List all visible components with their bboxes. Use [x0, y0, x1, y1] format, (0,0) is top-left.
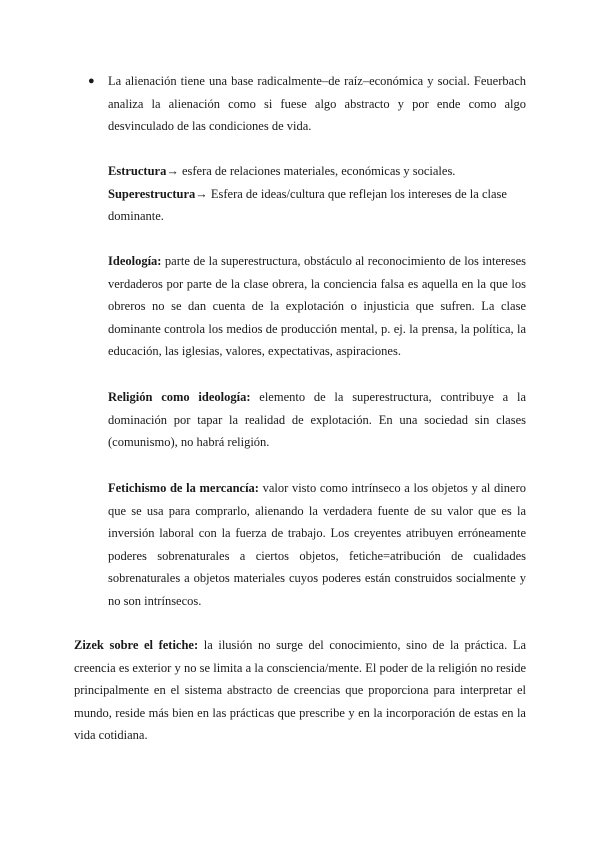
superestructura-text: Esfera de ideas/cultura que reflejan los intereses de la clase dominante.: [108, 186, 507, 224]
fetichismo-term: Fetichismo de la mercancía:: [108, 481, 259, 495]
estructura-section: [108, 160, 528, 228]
estructura-text: esfera de relaciones materiales, económicas y sociales.: [178, 164, 456, 178]
religion-text: elemento de la superestructura, contribuye a la dominación por tapar la realidad de explotación. En una sociedad sin clases (comunismo), no habrá religión.: [108, 390, 526, 450]
ideologia-paragraph: [108, 250, 526, 363]
zizek-text: la ilusión no surge del conocimiento, sino de la práctica. La creencia es exterior y no se limita a la consciencia/mente. El poder de la religión no reside principalmente en el sistema abstracto de creencias que proporciona para interpretar el mundo, reside más bien en las prácticas que prescribe y en la incorporación de estas en la vida cotidiana.: [74, 638, 527, 743]
ideologia-term: Ideología:: [108, 254, 162, 268]
ideologia-text: parte de la superestructura, obstáculo al reconocimiento de los intereses verdaderos por parte de la clase obrera, la conciencia falsa es aquella en la que los obreros no se dan cuenta de la explotación o injusticia que sufren. La clase dominante controla los medios de producción mental, p. ej. la prensa, la política, la educación, las iglesias, valores, expectativas, aspiraciones.: [108, 254, 526, 359]
estructura-term: Estructura: [108, 164, 167, 178]
zizek-term: Zizek sobre el fetiche:: [74, 638, 199, 652]
religion-section: [108, 386, 526, 454]
bullet-icon: ●: [88, 75, 95, 87]
fetichismo-paragraph: [108, 477, 526, 613]
bullet-paragraph: La alienación tiene una base radicalmente–de raíz–económica y social. Feuerbach analiza la alienación como si fuese algo abstracto y por ende como algo desvinculado de las condiciones de vida.: [108, 74, 526, 134]
superestructura-term: Superestructura: [108, 186, 196, 201]
religion-term: Religión como ideología:: [108, 390, 251, 404]
superestructura-definition: [108, 183, 528, 228]
fetichismo-section: [108, 477, 526, 613]
superestructura-arrow: →: [195, 186, 208, 201]
ideologia-section: [108, 250, 526, 363]
zizek-paragraph: [74, 634, 526, 747]
religion-paragraph: [108, 386, 526, 454]
zizek-section: [74, 634, 526, 747]
estructura-definition: [108, 160, 528, 183]
estructura-arrow: →: [166, 164, 179, 178]
fetichismo-text: valor visto como intrínseco a los objetos y al dinero que se usa para comprarlo, alienando la verdadera fuente de su valor que es la inversión laboral con la fuerza de trabajo. Los creyentes atribuyen erróneamente poderes sobrenaturales a ciertos objetos, fetiche=atribución de cualidades sobrenaturales a objetos materiales cuyos poderes están construidos socialmente y no son intrínsecos.: [108, 481, 526, 608]
bullet-section: [0, 70, 600, 138]
